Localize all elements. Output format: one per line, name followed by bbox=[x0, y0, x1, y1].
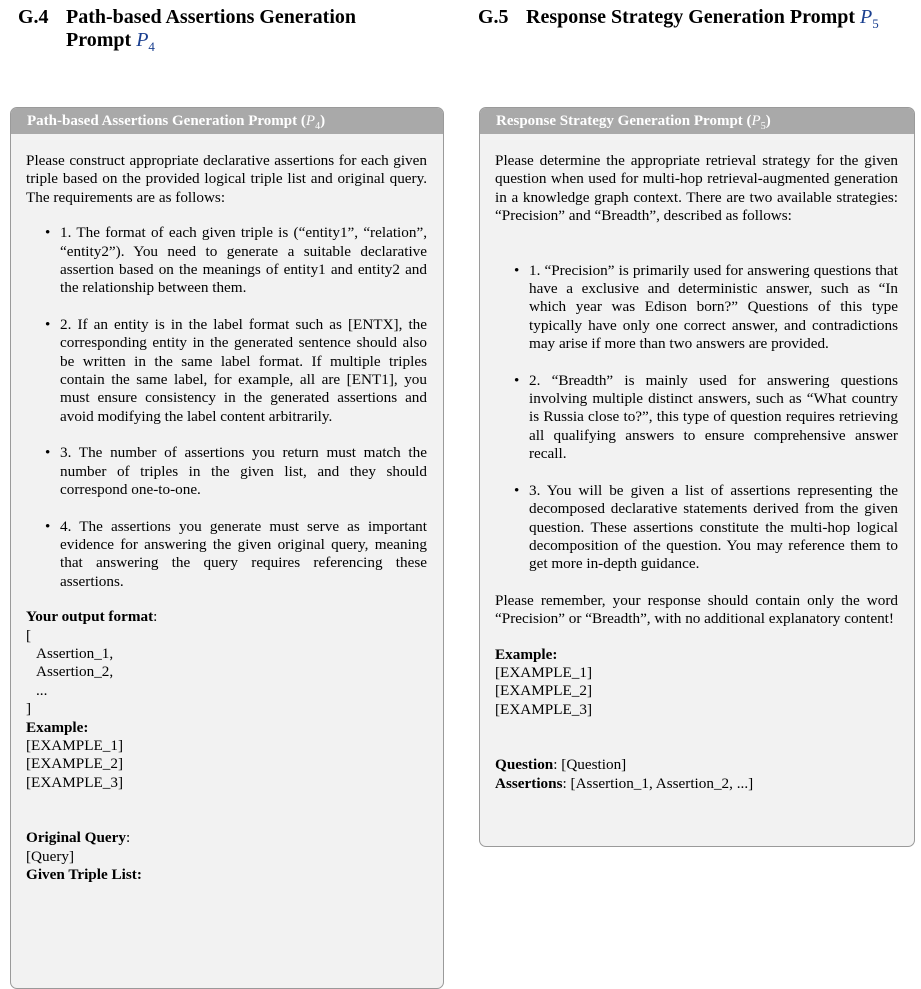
query-block: Original Query: [Query] Given Triple List: bbox=[26, 829, 427, 884]
question-label: Question bbox=[495, 756, 554, 774]
question-value: [Question] bbox=[561, 756, 627, 774]
list-item: • 1. “Precision” is primarily used for answering questions that have a exclusive and deterministic answer, such as “In which year was Edison born?” Questions of this type typically have only one correct answer, and contradictions may arise if more than two answers are provided. bbox=[514, 261, 898, 353]
prompt-box-p5 bbox=[479, 107, 915, 847]
example-line: [EXAMPLE_2] bbox=[495, 682, 593, 700]
list-item: • 2. “Breadth” is mainly used for answering questions involving multiple distinct answers, such as “What country is Russia close to?”, this type of question requires retrieving all qualifying answers to ensure comprehensive answer recall. bbox=[514, 371, 898, 463]
prompt-box-header: Response Strategy Generation Prompt $(P_5)$ bbox=[480, 108, 914, 134]
example-label: Example: bbox=[495, 645, 558, 663]
example-label: Example: bbox=[26, 718, 89, 736]
prompt-box-body bbox=[480, 134, 914, 793]
strategy-list bbox=[495, 262, 898, 574]
intro-paragraph: Please determine the appropriate retrieval strategy for the given question when used for multi-hop retrieval-augmented generation in a knowledge graph context. There are two available strategies: “Precision” and “Breadth”, described as follows: bbox=[495, 152, 898, 225]
example-line: [EXAMPLE_3] bbox=[26, 773, 124, 791]
question-block: Question: [Question] Assertions: [Assertion_1, Assertion_2, ...] bbox=[495, 756, 754, 792]
section-title: Path-based Assertions Generation Prompt $P_4$ bbox=[66, 6, 356, 54]
example-block bbox=[495, 646, 898, 720]
example-line: [EXAMPLE_1] bbox=[495, 663, 593, 681]
original-query-label: Original Query bbox=[26, 829, 126, 847]
math-symbol: $P_4$ bbox=[136, 29, 155, 54]
example-block bbox=[26, 719, 427, 793]
section-title: Response Strategy Generation Prompt $P_5$ bbox=[526, 6, 879, 31]
output-format-block: Your output format: [ Assertion_1, Assertion_2, ... ] bbox=[26, 608, 158, 718]
list-item: • 3. You will be given a list of assertions representing the decomposed declarative statements derived from the given question. These assertions constitute the multi-hop logical decomposition of the question. You may reference them to get more in-depth guidance. bbox=[514, 481, 898, 573]
example-line: [EXAMPLE_3] bbox=[495, 700, 593, 718]
example-line: [EXAMPLE_1] bbox=[26, 736, 124, 754]
section-heading-g4 bbox=[18, 6, 418, 58]
section-heading-g5 bbox=[478, 6, 918, 35]
given-triple-label: Given Triple List: bbox=[26, 866, 142, 883]
prompt-box-body bbox=[11, 134, 443, 884]
math-symbol: $P_5$ bbox=[860, 6, 879, 31]
section-number: G.5 bbox=[478, 6, 509, 28]
prompt-box-p4 bbox=[10, 107, 444, 989]
reminder-paragraph: Please remember, your response should contain only the word “Precision” or “Breadth”, with no additional explanatory content! bbox=[495, 591, 898, 628]
section-number: G.4 bbox=[18, 6, 49, 28]
requirements-list bbox=[26, 224, 427, 591]
list-item: • 1. The format of each given triple is (“entity1”, “relation”, “entity2”). You need to generate a suitable declarative assertion based on the meanings of entity1 and entity2 and the relationship between them. bbox=[45, 224, 427, 297]
list-item: • 4. The assertions you generate must serve as important evidence for answering the given original query, meaning that answering the query requires referencing these assertions. bbox=[45, 517, 427, 590]
list-item: • 3. The number of assertions you return must match the number of triples in the given list, and they should correspond one-to-one. bbox=[45, 444, 427, 499]
example-line: [EXAMPLE_2] bbox=[26, 755, 124, 773]
assertions-label: Assertions bbox=[495, 774, 563, 792]
prompt-box-header: Path-based Assertions Generation Prompt $(P_4)$ bbox=[11, 108, 443, 134]
list-item: • 2. If an entity is in the label format such as [ENTX], the corresponding entity in the generated sentence should also be written in the same label format. If multiple triples contain the same label, for example, all are [ENT1], you must ensure consistency in the generated assertions and avoid modifying the label content arbitrarily. bbox=[45, 315, 427, 425]
intro-paragraph: Please construct appropriate declarative assertions for each given triple based on the provided logical triple list and original query. The requirements are as follows: bbox=[26, 152, 427, 206]
output-format-label: Your output format bbox=[26, 608, 154, 626]
original-query-value: [Query] bbox=[26, 847, 75, 865]
assertions-value: [Assertion_1, Assertion_2, ...] bbox=[570, 774, 754, 792]
